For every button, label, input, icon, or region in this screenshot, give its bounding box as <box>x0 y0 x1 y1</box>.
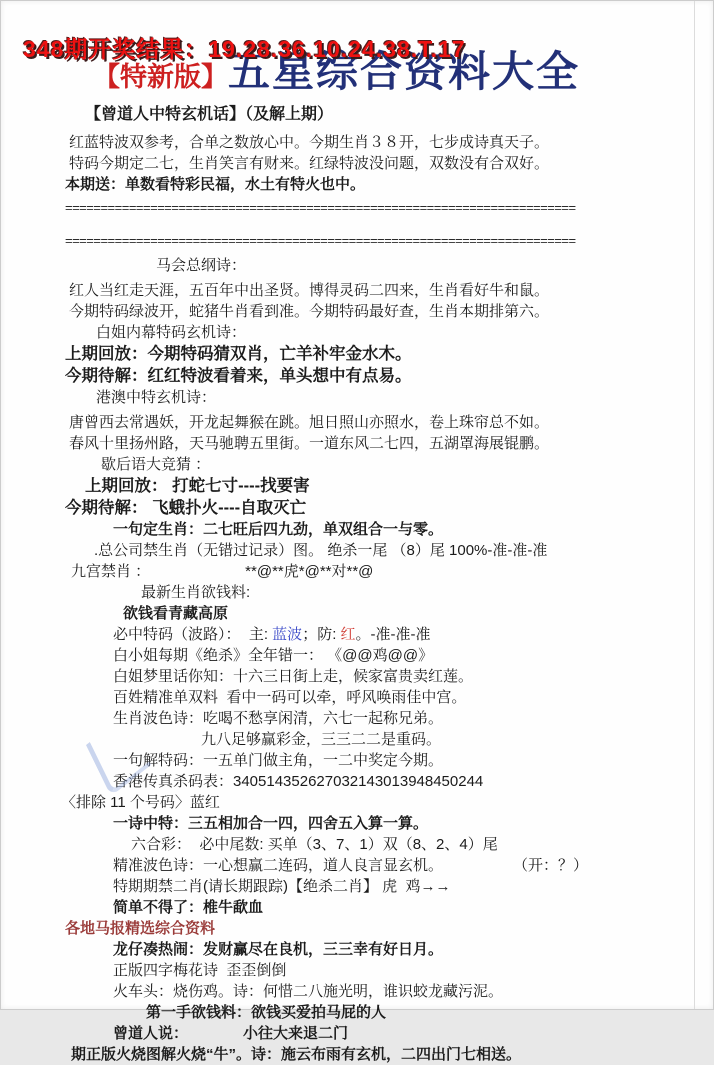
line-diyishou: 第一手欲钱料：欲钱买爱拍马屁的人 <box>146 1004 387 1021</box>
line-yiju-jietema: 一句解特码：一五单门做主角，一二中奖定今期。 <box>113 752 444 769</box>
line-yuqian: 欲钱看青藏高原 <box>123 605 229 622</box>
line-jingzhun-bose <box>1 855 713 876</box>
line-jiuba: 九八足够赢彩金，三三二二是重码。 <box>201 731 442 748</box>
line-paichu: 〈排除 11 个号码〉蓝红 <box>61 794 220 811</box>
bizhong-suffix: 。-准-准-准 <box>355 626 431 643</box>
bizhong-mid: ；防: <box>302 626 341 643</box>
line-shengxiao-bose: 生肖波色诗：吃喝不愁享闲清，六七一起称兄弟。 <box>113 710 444 727</box>
line-mahui-header: 马会总纲诗： <box>156 257 247 274</box>
jingzhun-text: 精准波色诗：一心想赢二连码，道人良言显玄机。 <box>113 857 444 874</box>
line-huochetou: 火车头：烧伤鸡。诗：何惜二八施光明，谁识蛟龙藏污泥。 <box>113 983 504 1000</box>
zengdaoren-label: 曾道人说： <box>113 1025 189 1042</box>
line-baijiemeng: 白姐梦里话你知：十六三日街上走，候家富贵卖红莲。 <box>113 668 474 685</box>
line-xiehouyu-prev: 上期回放： 打蛇七寸----找要害 <box>85 477 310 495</box>
subtitle: 【曾道人中特玄机话】（及解上期） <box>85 106 334 123</box>
line-xiehouyu-header: 歇后语大竞猜 ： <box>101 456 211 473</box>
line-baijie-prev: 上期回放：今期特码猜双肖，亡羊补牢金水木。 <box>65 345 412 363</box>
bizhong-prefix: 必中特码（波路）： 主: <box>113 626 273 643</box>
bizhong-red-wave: 红 <box>340 626 356 643</box>
line-teqi-jin: 特期期禁二肖(请长期跟踪)【绝杀二肖】 虎 鸡→→ <box>113 878 451 895</box>
line-zonggongsi: .总公司禁生肖（无错过记录）图。 绝杀一尾 （8）尾 100%-准-准-准 <box>94 542 548 559</box>
line-bizhong <box>1 624 713 645</box>
line-baijie-cur: 今期待解：红红特波看着来，单头想中有点易。 <box>65 367 412 385</box>
line-jiugong <box>1 561 713 582</box>
jingzhun-kai: （开：？） <box>513 857 589 874</box>
page-title: 五星综合资料大全 <box>228 50 581 96</box>
line-liuhecai: 六合彩： 必中尾数: 买单（3、7、1）双（8、2、4）尾 <box>131 836 498 853</box>
line-huoshao: 期正版火烧图解火烧“牛”。诗：施云布雨有玄机，二四出门七相送。 <box>71 1046 522 1063</box>
line-yiju-dingshengxiao: 一句定生肖：二七旺后四九劲，单双组合一与零。 <box>113 521 444 538</box>
line-longzai: 龙仔凑热闹：发财赢尽在良机，三三幸有好日月。 <box>113 941 444 958</box>
line-yishi-zhongte: 一诗中特：三五相加合一四，四舍五入算一算。 <box>113 815 429 832</box>
line-mahui-poem2: 今期特码绿波开，蛇猪牛肖看到准。今期特码最好查，生肖本期排第六。 <box>69 303 550 320</box>
line-gift: 本期送：单数看特彩民福，水土有特火也中。 <box>65 176 366 193</box>
separator-line: ======================================================================== <box>65 233 576 248</box>
line-chuanzhen: 香港传真杀码表：340514352627032143013948450244 <box>113 773 484 790</box>
line-gangao-poem1: 唐曾西去常遇妖，开龙起舞猴在跳。旭日照山亦照水，卷上珠帘总不如。 <box>69 414 550 431</box>
line-zengdaoren <box>1 1023 713 1044</box>
line-local-header: 各地马报精选综合资料 <box>65 920 216 937</box>
jiugong-label: 九宫禁肖 ： <box>71 563 151 580</box>
scan-edge-line <box>694 1 695 1009</box>
content-body <box>1 124 713 1065</box>
line-caution1: 红蓝特波双参考，合单之数放心中。今期生肖３８开，七步成诗真天子。 <box>69 134 550 151</box>
bizhong-blue-wave: 蓝波 <box>272 626 303 643</box>
line-meihua: 正版四字梅花诗 歪歪倒倒 <box>113 962 287 979</box>
separator-line: ======================================================================== <box>65 200 576 215</box>
line-gangao-poem2: 春风十里扬州路，天马驰聘五里街。一道东风二七四，五湖罩海展锟鹏。 <box>69 435 550 452</box>
line-caution2: 特码今期定二七，生肖笑言有财来。红绿特波没问题，双数没有合双好。 <box>69 155 550 172</box>
line-baixiaojie: 白小姐每期《绝杀》全年错一： 《@@鸡@@》 <box>113 647 434 664</box>
jiugong-value: **@**虎*@**对**@ <box>245 563 374 580</box>
line-baijie-header: 白姐内幕特码玄机诗： <box>96 324 247 341</box>
result-banner: 348期开奖结果：19.28.36.10.24.38.T.17 <box>23 36 466 62</box>
line-gangao-header: 港澳中特玄机诗： <box>96 389 217 406</box>
line-zuixin-header: 最新生肖欲钱料: <box>141 584 251 601</box>
zengdaoren-value: 小往大来退二门 <box>243 1025 349 1042</box>
line-jiandan: 简单不得了：椎牛歃血 <box>113 899 264 916</box>
line-mahui-poem1: 红人当红走天涯，五百年中出圣贤。博得灵码二四来，生肖看好牛和鼠。 <box>69 282 550 299</box>
line-xiehouyu-cur: 今期待解： 飞蛾扑火----自取灭亡 <box>65 499 307 517</box>
line-baixing: 百姓精准单双料 看中一码可以牵，呼风唤雨佳中宫。 <box>113 689 467 706</box>
edition-tag: 【特新版】 <box>93 62 228 92</box>
